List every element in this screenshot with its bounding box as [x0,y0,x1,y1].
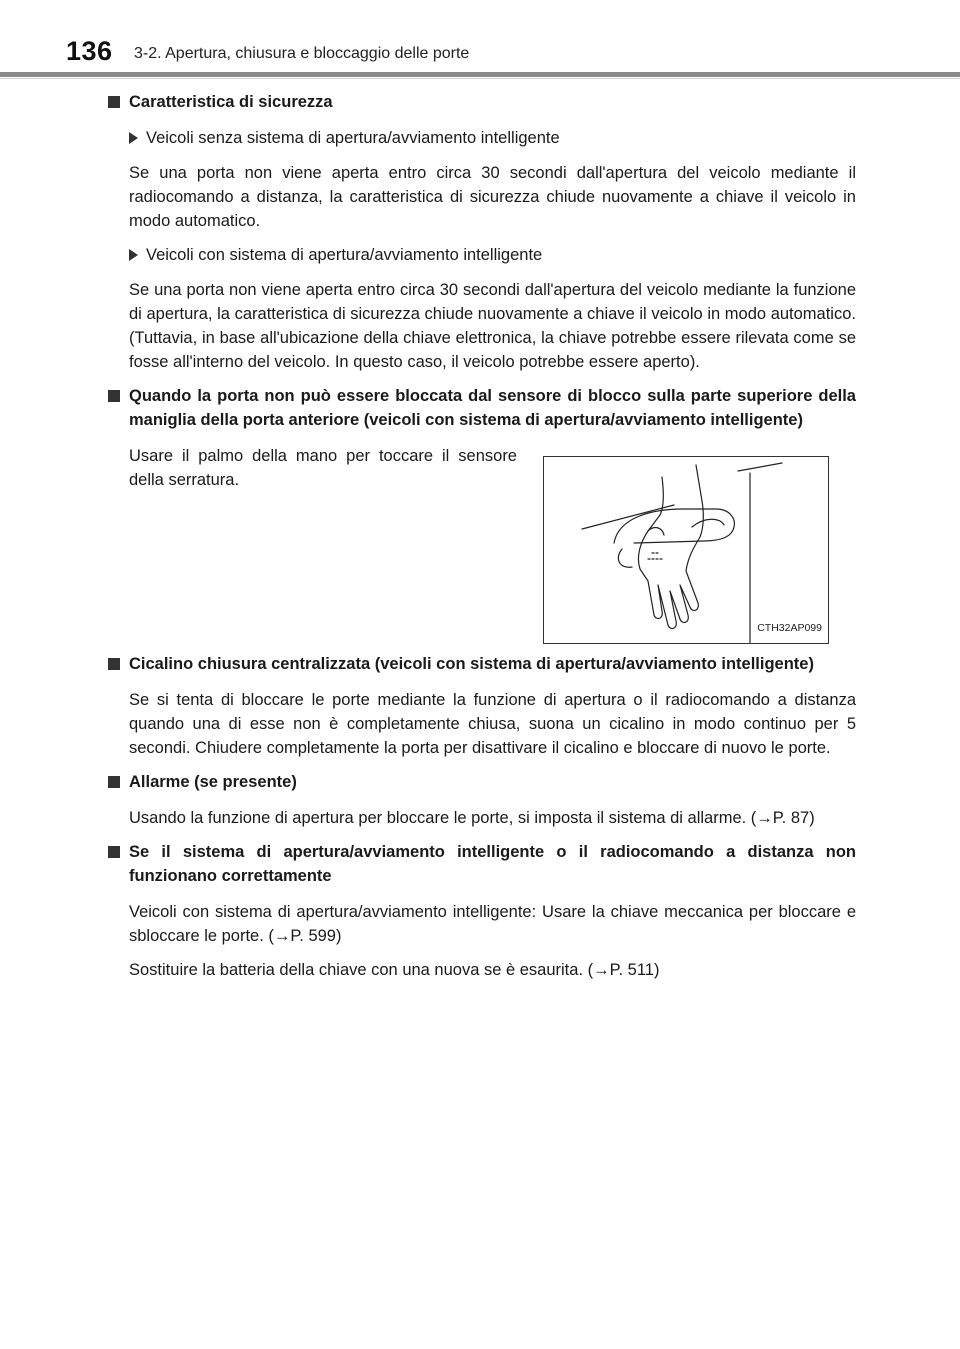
heading-text: Quando la porta non può essere bloccata dal sensore di blocco sulla parte superiore della maniglia della porta anteriore (veicoli con sistema di apertura/avviamento intelligente) [129,387,856,429]
subheading-without-smart-system [108,126,856,150]
paragraph-buzzer: Se si tenta di bloccare le porte mediante la funzione di apertura o il radiocomando a distanza quando una di esse non è completamente chiusa, suona un cicalino in modo continuo per 5 secondi. Chiudere completamente la porta per disattivare il cicalino e bloccare di nuovo le porte. [129,691,856,757]
door-handle-illustration [543,456,829,644]
page-content [108,90,856,992]
paragraph-security-1: Se una porta non viene aperta entro circa 30 secondi dall'apertura del veicolo mediante il radiocomando a distanza, la caratteristica di sicurezza chiude nuovamente a chiave il veicolo in modo automatico. [129,164,856,230]
heading-text: Allarme (se presente) [129,773,297,791]
paragraph-malfunction-1: Veicoli con sistema di apertura/avviamento intelligente: Usare la chiave meccanica per bloccare e sbloccare le porte. (→P. 599) [129,903,856,945]
paragraph-lock-sensor: Usare il palmo della mano per toccare il sensore della serratura. [129,447,517,489]
paragraph-alarm: Usando la funzione di apertura per bloccare le porte, si imposta il sistema di allarme. (→P. 87) [129,809,815,827]
subheading-text: Veicoli con sistema di apertura/avviamento intelligente [146,246,543,264]
section-heading-buzzer [108,652,856,676]
paragraph-malfunction-2: Sostituire la batteria della chiave con una nuova se è esaurita. (→P. 511) [129,961,660,979]
section-title: 3-2. Apertura, chiusura e bloccaggio delle porte [134,45,470,62]
section-heading-security [108,90,856,114]
heading-text: Caratteristica di sicurezza [129,93,333,111]
heading-text: Se il sistema di apertura/avviamento intelligente o il radiocomando a distanza non funzionano correttamente [129,843,856,885]
section-heading-lock-sensor [108,384,856,432]
page-header [0,0,960,80]
section-heading-malfunction [108,840,856,888]
header-divider-thin [0,78,960,79]
square-bullet-icon [108,776,120,788]
header-divider [0,72,960,77]
triangle-bullet-icon [129,132,138,144]
square-bullet-icon [108,96,120,108]
heading-text: Cicalino chiusura centralizzata (veicoli con sistema di apertura/avviamento intelligente) [129,655,814,673]
page-number: 136 [66,36,113,66]
square-bullet-icon [108,658,120,670]
subheading-text: Veicoli senza sistema di apertura/avviamento intelligente [146,129,560,147]
square-bullet-icon [108,390,120,402]
subheading-with-smart-system [108,243,856,267]
lock-sensor-figure-block [108,444,856,644]
paragraph-security-2: Se una porta non viene aperta entro circa 30 secondi dall'apertura del veicolo mediante la funzione di apertura, la caratteristica di sicurezza chiude nuovamente a chiave il veicolo in modo automatico. (Tuttavia, in base all'ubicazione della chiave elettronica, la chiave potrebbe essere rilevata come se fosse all'interno del veicolo. In questo caso, il veicolo potrebbe essere aperto). [129,281,856,371]
triangle-bullet-icon [129,249,138,261]
figure-code: CTH32AP099 [757,622,822,634]
square-bullet-icon [108,846,120,858]
section-heading-alarm [108,770,856,794]
